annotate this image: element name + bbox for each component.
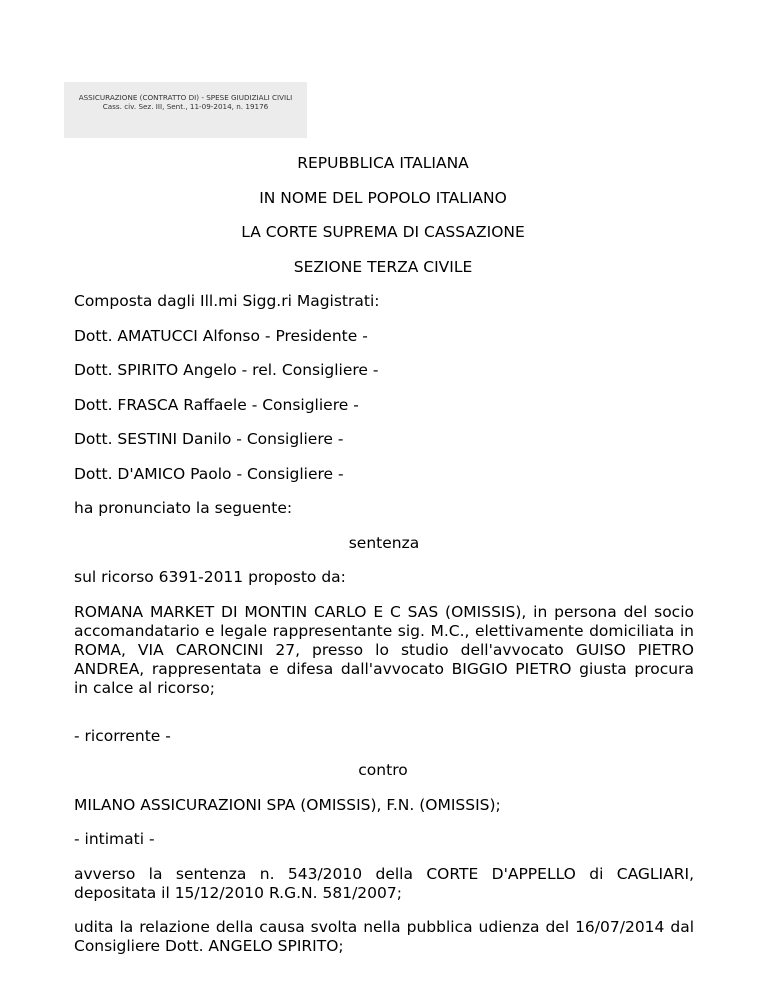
heading-section: SEZIONE TERZA CIVILE <box>293 258 473 276</box>
appellant-paragraph <box>74 603 694 698</box>
appellant-line: ANDREA, rappresentata e difesa dall'avvocato BIGGIO PIETRO giusta procura <box>74 660 694 678</box>
ricorrente-label: - ricorrente - <box>74 727 171 745</box>
appellant-line: in calce al ricorso; <box>74 679 215 697</box>
avverso-paragraph <box>74 865 694 903</box>
document-header-box <box>64 82 307 138</box>
avverso-line: avverso la sentenza n. 543/2010 della CORTE D'APPELLO di CAGLIARI, <box>74 865 694 883</box>
judge-councillor-frasca: Dott. FRASCA Raffaele - Consigliere - <box>74 396 359 414</box>
udita-paragraph <box>74 918 694 956</box>
intimati-label: - intimati - <box>74 830 155 848</box>
udita-line: Consigliere Dott. ANGELO SPIRITO; <box>74 937 344 955</box>
heading-court: LA CORTE SUPREMA DI CASSAZIONE <box>241 223 525 241</box>
appellant-line: ROMA, VIA CARONCINI 27, presso lo studio dell'avvocato GUISO PIETRO <box>74 641 694 659</box>
sentenza-title: sentenza <box>348 534 420 552</box>
header-citation: Cass. civ. Sez. III, Sent., 11-09-2014, n. 19176 <box>102 102 269 111</box>
judge-councillor-sestini: Dott. SESTINI Danilo - Consigliere - <box>74 430 344 448</box>
composition-label: Composta dagli Ill.mi Sigg.ri Magistrati: <box>74 292 380 310</box>
judge-president: Dott. AMATUCCI Alfonso - Presidente - <box>74 327 368 345</box>
respondents-line: MILANO ASSICURAZIONI SPA (OMISSIS), F.N. (OMISSIS); <box>74 796 501 814</box>
header-subject: ASSICURAZIONE (CONTRATTO DI) - SPESE GIUDIZIALI CIVILI <box>78 93 293 102</box>
judge-councillor-damico: Dott. D'AMICO Paolo - Consigliere - <box>74 465 344 483</box>
heading-republic: REPUBBLICA ITALIANA <box>297 154 469 172</box>
judge-rapporteur: Dott. SPIRITO Angelo - rel. Consigliere - <box>74 361 379 379</box>
heading-people: IN NOME DEL POPOLO ITALIANO <box>259 189 507 207</box>
udita-line: udita la relazione della causa svolta nella pubblica udienza del 16/07/2014 dal <box>74 918 694 936</box>
ricorso-line: sul ricorso 6391-2011 proposto da: <box>74 568 346 586</box>
appellant-line: ROMANA MARKET DI MONTIN CARLO E C SAS (OMISSIS), in persona del socio <box>74 603 694 621</box>
pronounced-statement: ha pronunciato la seguente: <box>74 499 293 517</box>
contro-label: contro <box>358 761 408 779</box>
appellant-line: accomandatario e legale rappresentante sig. M.C., elettivamente domiciliata in <box>74 622 694 640</box>
avverso-line: depositata il 15/12/2010 R.G.N. 581/2007; <box>74 884 402 902</box>
